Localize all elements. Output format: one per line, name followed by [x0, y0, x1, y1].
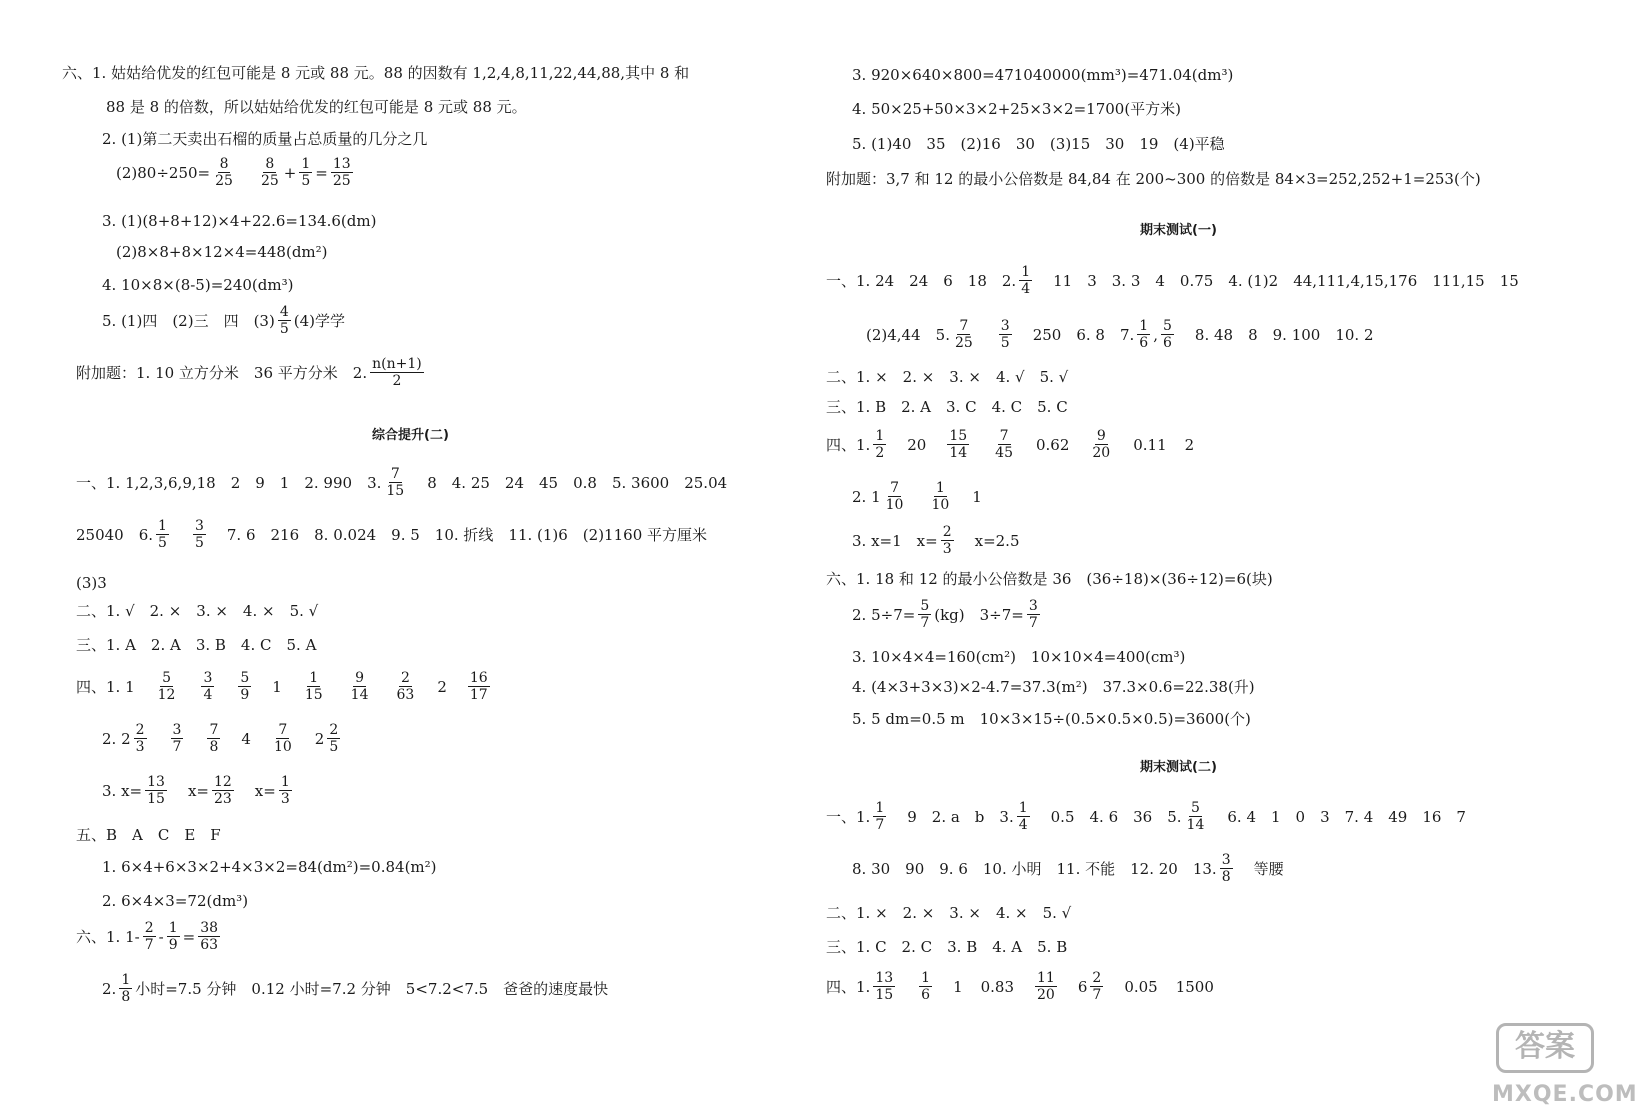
right-t1-1a: 一、1. 24 24 6 18 2. $\frac{1}{4}$ 11 3 3. 3 4 0.75 4. (1)2 44,111,4,15,176 111,15 15: [826, 264, 1519, 297]
right-t2-4: 四、1. $\frac{13}{15}$ $\frac{1}{6}$ 1 0.83 $\frac{11}{20}$ 6 $\frac{2}{7}$ 0.05 1500: [826, 970, 1214, 1003]
left-s1c: (3)3: [76, 574, 107, 592]
left-s5-1: 1. 6×4+6×3×2+4×3×2=84(dm²)=0.84(m²): [102, 858, 437, 876]
right-t1-6-2: 2. 5÷7= $\frac{5}{7}$ (kg) 3÷7= $\frac{3}{7}$: [852, 598, 1038, 631]
left-s4-3: 3. x= $\frac{13}{15}$ x= $\frac{12}{23}$ x= $\frac{1}{3}$: [102, 774, 290, 807]
section-title-qimo-2: 期末测试(二): [1140, 760, 1217, 775]
fraction: $\frac{8}{25}$: [215, 156, 233, 189]
fraction: $\frac{4}{5}$: [279, 304, 289, 337]
fraction: $\frac{3}{5}$: [1000, 318, 1010, 351]
fraction: $\frac{9}{20}$: [1092, 428, 1111, 461]
left-s1a: 一、1. 1,2,3,6,9,18 2 9 1 2. 990 3. $\frac{7}{15}$ 8 4. 25 24 45 0.8 5. 3600 25.04: [76, 466, 728, 499]
watermark-text-bottom: MXQE.COM: [1492, 1082, 1638, 1107]
fraction: $\frac{2}{3}$: [942, 524, 952, 557]
watermark-text-top: 答案: [1496, 1023, 1594, 1073]
fraction: $\frac{12}{23}$: [213, 774, 232, 807]
left-s6-2: 2. $\frac{1}{8}$ 小时=7.5 分钟 0.12 小时=7.2 分钟 5<7.2<7.5 爸爸的速度最快: [102, 972, 609, 1005]
fraction: $\frac{1}{9}$: [168, 920, 178, 953]
right-r4: 4. 50×25+50×3×2+25×3×2=1700(平方米): [852, 100, 1182, 118]
fraction: $\frac{5}{14}$: [1186, 800, 1205, 833]
right-r5: 5. (1)40 35 (2)16 30 (3)15 30 19 (4)平稳: [852, 135, 1225, 153]
watermark-logo: [1492, 1017, 1638, 1107]
right-t1-3: 三、1. B 2. A 3. C 4. C 5. C: [826, 398, 1068, 416]
right-t2-2: 二、1. × 2. × 3. × 4. × 5. √: [826, 904, 1072, 922]
right-t1-4-1: 四、1. $\frac{1}{2}$ 20 $\frac{15}{14}$ $\frac{7}{45}$ 0.62 $\frac{9}{20}$ 0.11 2: [826, 428, 1195, 461]
fraction: $\frac{1}{8}$: [121, 972, 131, 1005]
right-t1-4-3: 3. x=1 x= $\frac{2}{3}$ x=2.5: [852, 524, 1020, 557]
left-line-6-2a: 2. (1)第二天卖出石榴的质量占总质量的几分之几: [102, 130, 428, 148]
fraction: $\frac{7}{15}$: [386, 466, 405, 499]
fraction: $\frac{2}{7}$: [144, 920, 154, 953]
right-t1-6-3: 3. 10×4×4=160(cm²) 10×10×4=400(cm³): [852, 648, 1186, 666]
fraction: $\frac{2}{3}$: [135, 722, 145, 755]
left-s3: 三、1. A 2. A 3. B 4. C 5. A: [76, 636, 317, 654]
fraction: $\frac{1}{5}$: [158, 518, 167, 551]
fraction: $\frac{1}{15}$: [304, 670, 323, 703]
fraction: $\frac{n(n+1)}{2}$: [372, 356, 422, 389]
fraction: $\frac{7}{45}$: [995, 428, 1013, 461]
fraction: $\frac{3}{4}$: [203, 670, 213, 703]
fraction: $\frac{3}{7}$: [1028, 598, 1038, 631]
fraction: $\frac{2}{7}$: [1092, 970, 1102, 1003]
left-line-6-2b: (2)80÷250= $\frac{8}{25}$ $\frac{8}{25}$ + $\frac{1}{5}$ = $\frac{13}{25}$: [116, 156, 351, 189]
right-t1-6-1: 六、1. 18 和 12 的最小公倍数是 36 (36÷18)×(36÷12)=6(块): [826, 570, 1273, 588]
right-t1-2: 二、1. × 2. × 3. × 4. √ 5. √: [826, 368, 1069, 386]
fraction: $\frac{3}{8}$: [1221, 852, 1231, 885]
fraction: $\frac{5}{9}$: [240, 670, 250, 703]
left-line-6-5: 5. (1)四 (2)三 四 (3) $\frac{4}{5}$ (4)学学: [102, 304, 345, 337]
right-t2-3: 三、1. C 2. C 3. B 4. A 5. B: [826, 938, 1068, 956]
fraction: $\frac{13}{25}$: [332, 156, 351, 189]
fraction: $\frac{38}{63}$: [200, 920, 219, 953]
fraction: $\frac{1}{4}$: [1021, 264, 1031, 297]
fraction: $\frac{9}{14}$: [350, 670, 369, 703]
right-t1-4-2: 2. 1 $\frac{7}{10}$ $\frac{1}{10}$ 1: [852, 480, 982, 513]
right-fujia: 附加题：3,7 和 12 的最小公倍数是 84,84 在 200~300 的倍数是 84×3=252,252+1=253(个): [826, 170, 1481, 188]
fraction: $\frac{7}{8}$: [209, 722, 219, 755]
left-s5: 五、B A C E F: [76, 826, 221, 844]
fraction: $\frac{5}{12}$: [157, 670, 176, 703]
fraction: $\frac{1}{2}$: [875, 428, 885, 461]
left-s5-2: 2. 6×4×3=72(dm³): [102, 892, 249, 910]
right-t2-1a: 一、1. $\frac{1}{7}$ 9 2. a b 3. $\frac{1}{4}$ 0.5 4. 6 36 5. $\frac{5}{14}$ 6. 4 1 0 3 7. 4 49 16 7: [826, 800, 1466, 833]
left-fujia: 附加题：1. 10 立方分米 36 平方分米 2. $\frac{n(n+1)}{2}$: [76, 356, 422, 389]
left-line-6-1a: 六、1. 姑姑给优发的红包可能是 8 元或 88 元。88 的因数有 1,2,4,8,11,22,44,88,其中 8 和: [62, 64, 690, 82]
right-t2-1b: 8. 30 90 9. 6 10. 小明 11. 不能 12. 20 13. $\frac{3}{8}$ 等腰: [852, 852, 1284, 885]
fraction: $\frac{16}{17}$: [469, 670, 488, 703]
left-s2: 二、1. √ 2. × 3. × 4. × 5. √: [76, 602, 319, 620]
left-line-6-3b: (2)8×8+8×12×4=448(dm²): [116, 243, 328, 261]
fraction: $\frac{1}{6}$: [1139, 318, 1149, 351]
section-title-qimo-1: 期末测试(一): [1140, 223, 1217, 238]
left-s1b: 25040 6. $\frac{1}{5}$ $\frac{3}{5}$ 7. 6 216 8. 0.024 9. 5 10. 折线 11. (1)6 (2)1160 平方厘米: [76, 518, 708, 551]
fraction: $\frac{7}{10}$: [885, 480, 904, 513]
fraction: $\frac{5}{7}$: [920, 598, 930, 631]
fraction: $\frac{1}{10}$: [931, 480, 950, 513]
fraction: $\frac{13}{15}$: [875, 970, 894, 1003]
fraction: $\frac{3}{5}$: [194, 518, 204, 551]
fraction: $\frac{1}{5}$: [301, 156, 311, 189]
fraction: $\frac{15}{14}$: [949, 428, 968, 461]
right-t1-6-5: 5. 5 dm=0.5 m 10×3×15÷(0.5×0.5×0.5)=3600(个): [852, 710, 1251, 728]
fraction: $\frac{1}{3}$: [280, 774, 290, 807]
right-r3: 3. 920×640×800=471040000(mm³)=471.04(dm³): [852, 66, 1234, 84]
right-t1-6-4: 4. (4×3+3×3)×2-4.7=37.3(m²) 37.3×0.6=22.38(升): [852, 678, 1255, 696]
fraction: $\frac{7}{10}$: [273, 722, 292, 755]
left-line-6-1b: 88 是 8 的倍数，所以姑姑给优发的红包可能是 8 元或 88 元。: [106, 98, 527, 116]
fraction: $\frac{1}{7}$: [875, 800, 885, 833]
fraction: $\frac{1}{4}$: [1018, 800, 1028, 833]
fraction: $\frac{2}{5}$: [329, 722, 339, 755]
fraction: $\frac{5}{6}$: [1163, 318, 1172, 351]
right-t1-1b: (2)4,44 5. $\frac{7}{25}$ $\frac{3}{5}$ 250 6. 8 7. $\frac{1}{6}$ , $\frac{5}{6}$ 8. 48 8 9. 100 10. 2: [866, 318, 1374, 351]
fraction: $\frac{8}{25}$: [260, 156, 279, 189]
left-s6-1: 六、1. 1- $\frac{2}{7}$ - $\frac{1}{9}$ = $\frac{38}{63}$: [76, 920, 219, 953]
fraction: $\frac{1}{6}$: [921, 970, 931, 1003]
left-line-6-4: 4. 10×8×(8-5)=240(dm³): [102, 276, 294, 294]
fraction: $\frac{7}{25}$: [954, 318, 973, 351]
fraction: $\frac{3}{7}$: [172, 722, 182, 755]
fraction: $\frac{2}{63}$: [396, 670, 415, 703]
left-line-6-3a: 3. (1)(8+8+12)×4+22.6=134.6(dm): [102, 212, 377, 230]
section-title-zonghe: 综合提升(二): [372, 428, 449, 443]
fraction: $\frac{11}{20}$: [1037, 970, 1055, 1003]
fraction: $\frac{13}{15}$: [147, 774, 165, 807]
left-s4-2: 2. 2 $\frac{2}{3}$ $\frac{3}{7}$ $\frac{7}{8}$ 4 $\frac{7}{10}$ 2 $\frac{2}{5}$: [102, 722, 339, 755]
left-s4-1: 四、1. 1 $\frac{5}{12}$ $\frac{3}{4}$ $\frac{5}{9}$ 1 $\frac{1}{15}$ $\frac{9}{14}$ $\frac{2}{63}$ 2 $\frac{16}{17}$: [76, 670, 488, 703]
